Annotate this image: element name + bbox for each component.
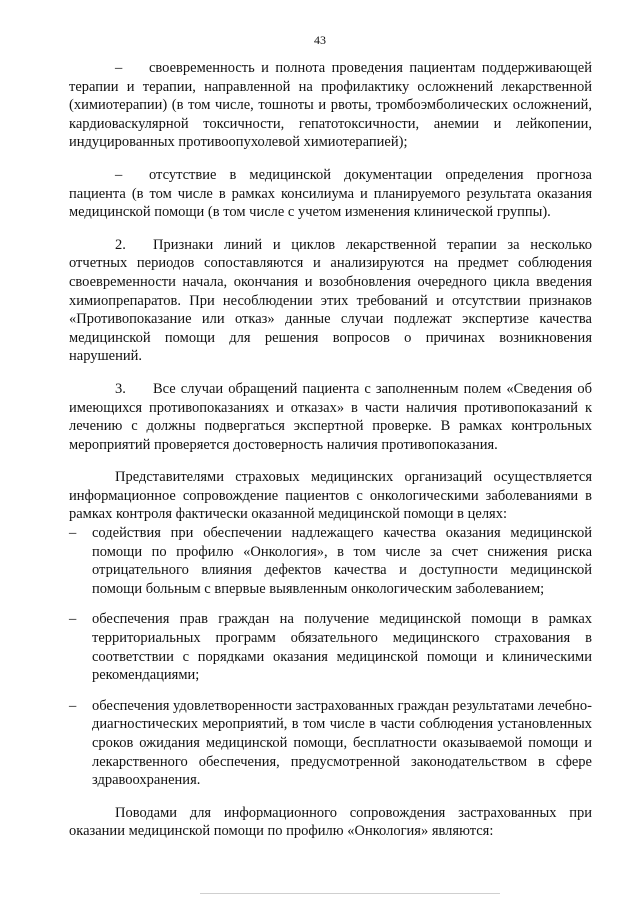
item-number: 3.	[115, 380, 126, 397]
dash-marker: –	[69, 611, 77, 628]
numbered-item-2	[69, 236, 592, 366]
item-text: Все случаи обращений пациента с заполненным полем «Сведения об имеющихся противопоказаниях и отказах» в части наличия противопоказаний к лечению с должны подвергаться экспертной проверке. В рамках контрольных мероприятий проверяется достоверность наличия противопоказания.	[69, 380, 592, 453]
bullet-text: обеспечения прав граждан на получение медицинской помощи в рамках территориальных программ обязательного медицинского страхования в соответствии с порядками оказания медицинской помощи и клиническими рекомендациями;	[92, 611, 592, 684]
dash-marker: –	[69, 525, 77, 542]
item-text: отсутствие в медицинской документации определения прогноза пациента (в том числе в рамках консилиума и планируемого результата оказания медицинской помощи (в том числе с учетом изменения клинической группы).	[69, 166, 592, 221]
item-text: Признаки линий и циклов лекарственной терапии за несколько отчетных периодов сопоставляются и анализируются на предмет соблюдения своевременности начала, окончания и возобновления очередного цикла введения химиопрепаратов. При несоблюдении этих требований и отсутствии признаков «Противопоказание или отказ» данные случаи подлежат экспертизе качества медицинской помощи для решения вопросов о причинах возникновения нарушений.	[69, 236, 592, 365]
list-item	[69, 166, 592, 222]
purpose-list	[69, 524, 592, 790]
dash-marker: –	[115, 60, 123, 76]
bullet-text: содействия при обеспечении надлежащего качества оказания медицинской помощи по профилю «Онкология», в том числе за счет снижения риска отрицательного влияния дефектов качества и доступности медицинской помощи больным с впервые выявленным онкологическим заболеванием;	[92, 525, 592, 597]
item-text: своевременность и полнота проведения пациентам поддерживающей терапии и терапии, направленной на профилактику осложнений лекарственной (химиотерапии) (в том числе, тошноты и рвоты, тромбоэмболических осложнений, кардиоваскулярной токсичности, гепатотоксичности, анемии и лейкопении, индуцированных противоопухолевой химиотерапией);	[69, 60, 592, 151]
list-item	[69, 697, 592, 790]
list-item	[69, 59, 592, 152]
numbered-item-3	[69, 380, 592, 454]
bullet-text: обеспечения удовлетворенности застрахованных граждан результатами лечебно-диагностических мероприятий, в том числе в части соблюдения установленных сроков ожидания медицинской помощи, бесплатности оказываемой помощи и лекарственного обеспечения, предусмотренной законодательством в сфере здравоохранения.	[92, 697, 593, 789]
page-body	[69, 59, 592, 841]
list-item	[69, 524, 592, 598]
dash-marker: –	[69, 697, 77, 714]
list-item	[69, 610, 592, 684]
closing-paragraph: Поводами для информационного сопровождения застрахованных при оказании медицинской помощи по профилю «Онкология» являются:	[69, 804, 592, 840]
item-number: 2.	[115, 236, 126, 253]
intro-paragraph: Представителями страховых медицинских организаций осуществляется информационное сопровождение пациентов с онкологическими заболеваниями в рамках контроля фактически оказанной медицинской помощи в целях:	[69, 469, 592, 523]
page-number: 43	[314, 33, 326, 47]
footer-rule	[200, 893, 500, 894]
dash-marker: –	[115, 166, 123, 183]
